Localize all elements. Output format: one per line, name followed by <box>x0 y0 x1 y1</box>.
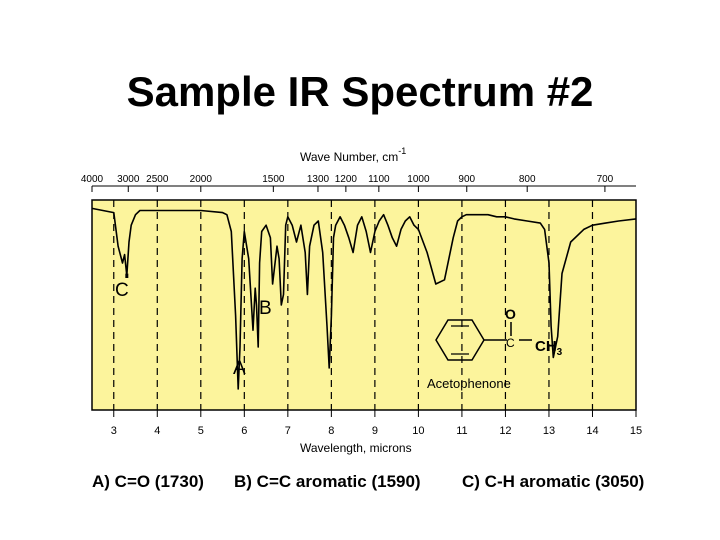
top-tick-label: 1500 <box>262 174 285 185</box>
bottom-axis <box>111 410 642 437</box>
bottom-tick-label: 4 <box>154 425 161 437</box>
bottom-tick-label: 13 <box>542 425 556 437</box>
bottom-tick-label: 6 <box>241 425 248 437</box>
top-tick-label: 2500 <box>146 174 169 185</box>
bottom-tick-label: 7 <box>284 425 291 437</box>
molecule-name: Acetophenone <box>427 376 511 391</box>
plot-background <box>92 200 636 410</box>
top-tick-label: 1300 <box>306 174 330 185</box>
peak-label-b: B <box>259 298 272 319</box>
top-tick-label: 900 <box>458 174 476 185</box>
bottom-tick-label: 5 <box>197 425 204 437</box>
top-tick-label: 1100 <box>368 174 390 185</box>
caption-a: A) C=O (1730) <box>92 472 204 491</box>
bottom-tick-label: 8 <box>328 425 335 437</box>
top-tick-label: 1200 <box>334 174 357 185</box>
bottom-tick-label: 15 <box>629 425 643 437</box>
top-axis-label: Wave Number, $cm^{-1}$ <box>300 146 407 164</box>
bottom-tick-label: 11 <box>456 425 468 437</box>
bottom-tick-label: 12 <box>499 425 512 437</box>
bottom-tick-label: 3 <box>110 425 117 437</box>
bottom-tick-label: 10 <box>412 425 425 437</box>
caption-b: B) C=C aromatic (1590) <box>234 472 421 491</box>
peak-captions <box>0 472 720 496</box>
top-tick-label: 1000 <box>407 174 430 185</box>
peak-label-a: A <box>233 358 246 379</box>
top-tick-label: 4000 <box>80 174 104 185</box>
carbon-atom-label: C <box>506 336 515 350</box>
bottom-tick-label: 14 <box>586 425 599 437</box>
bottom-axis-label: Wavelength, microns <box>300 441 412 455</box>
methyl-group-label: $CH_3$ <box>535 338 563 358</box>
bottom-tick-label: 9 <box>371 425 378 437</box>
top-tick-label: 700 <box>596 174 614 185</box>
peak-label-c: C <box>115 280 129 301</box>
slide-title: Sample IR Spectrum #2 <box>126 68 594 115</box>
top-tick-label: 2000 <box>189 174 212 185</box>
caption-c: C) C-H aromatic (3050) <box>462 472 645 491</box>
top-tick-label: 3000 <box>117 174 140 185</box>
oxygen-atom-label: O <box>505 306 516 322</box>
top-tick-label: 800 <box>518 174 536 185</box>
top-axis <box>81 174 636 192</box>
